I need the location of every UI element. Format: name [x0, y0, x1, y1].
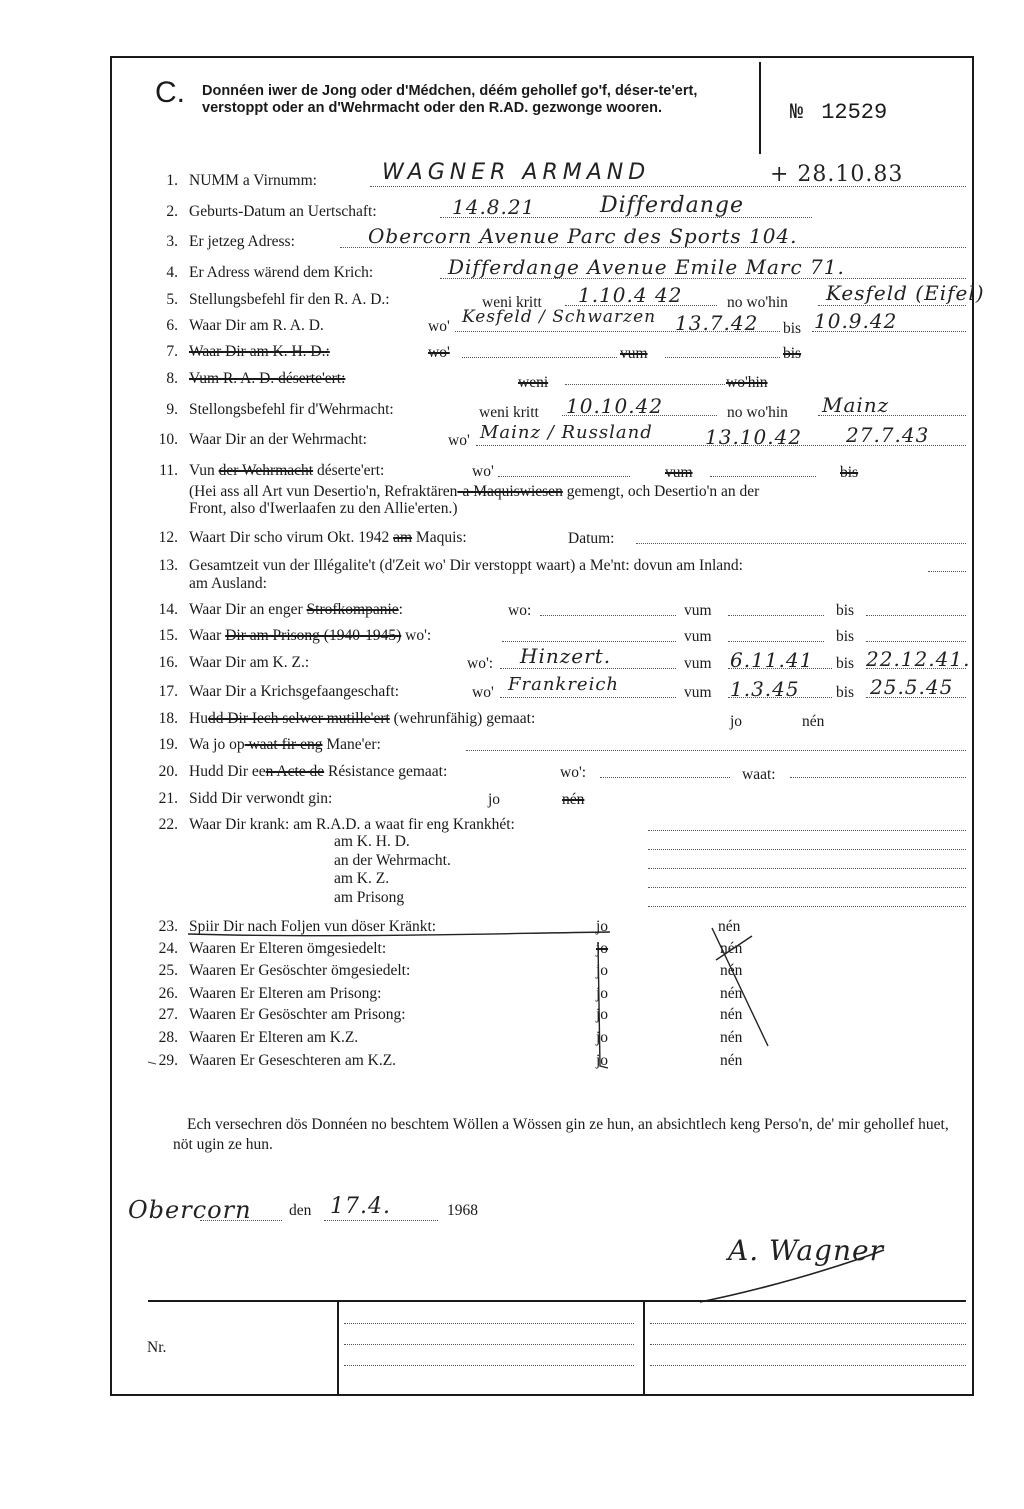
field-caption: bis — [836, 684, 855, 701]
handwritten-rad-place[interactable]: Kesfeld (Eifel) — [826, 281, 985, 305]
row-label: Sidd Dir verwondt gin: — [189, 790, 333, 807]
row-label: Stellongsbefehl fir d'Wehrmacht: — [189, 401, 394, 418]
field-caption: vum — [684, 628, 712, 645]
row-number: 11. — [159, 462, 178, 479]
row-number: 22. — [158, 816, 178, 833]
field-caption: no wo'hin — [727, 294, 788, 311]
label-part: Résistance gemaat: — [324, 763, 448, 780]
handwritten-kz-place[interactable]: Hinzert. — [520, 644, 612, 668]
handwritten-birth-place[interactable]: Differdange — [600, 193, 744, 218]
row-number: 25. — [158, 962, 178, 979]
field-caption: wo': — [467, 655, 494, 672]
option-yes[interactable]: jo — [596, 1006, 609, 1023]
declaration-text: Ech versechren dös Donnéen no beschtem Wöllen a Wössen gin ze hun, an absichtlech keng Perso'n, de' mir gehollef huet, nöt ugin ze hun. — [173, 1116, 949, 1153]
row-number: 27. — [158, 1006, 178, 1023]
option-no[interactable]: nén — [720, 985, 743, 1002]
field-caption: wo': — [560, 764, 587, 781]
fill-line — [650, 1322, 966, 1324]
row-label: Stellungsbefehl fir den R. A. D.: — [189, 291, 390, 308]
row-number: 19. — [158, 736, 178, 753]
label-part: wo': — [401, 627, 432, 644]
sign-year: 1968 — [447, 1202, 478, 1219]
option-no[interactable]: nén — [718, 918, 741, 935]
row-label: Gesamtzeit vun der Illégalite't (d'Zeit wo' Dir verstoppt waart) a Me'nt: dovun am Inland: — [189, 557, 743, 574]
row-number: 24. — [158, 940, 178, 957]
note-part: gemengt, och Desertio'n an der — [562, 483, 760, 500]
row-number: 12. — [158, 529, 178, 546]
option-yes[interactable]: jo — [596, 962, 609, 979]
field-caption: vum — [684, 684, 712, 701]
row-label: Vum R. A. D. déserte'ert: — [189, 370, 346, 387]
row-number: 6. — [166, 317, 178, 334]
field-caption: wo' — [448, 432, 470, 449]
field-caption: bis — [783, 345, 802, 362]
row-number: 20. — [158, 763, 178, 780]
label-part: Waar — [189, 627, 226, 644]
row-number: 7. — [166, 343, 178, 360]
label-part: : — [398, 601, 403, 618]
label-part: Waar Dir an enger — [189, 601, 307, 618]
field-caption: vum — [684, 655, 712, 672]
row-number: 16. — [158, 654, 178, 671]
handwritten-death-note: + 28.10.83 — [770, 162, 904, 187]
label-part: Hudd Dir ee — [189, 763, 266, 780]
row-label: Waaren Er Elteren am Prisong: — [189, 985, 382, 1002]
nr-label: Nr. — [147, 1339, 167, 1356]
field-caption: bis — [836, 628, 855, 645]
label-part-struck: waat fir eng — [244, 736, 323, 753]
row-label: Spiir Dir nach Foljen vun döser Kränkt: — [189, 918, 437, 935]
label-part-struck: am — [393, 529, 413, 546]
handwritten-birth-date[interactable]: 14.8.21 — [452, 195, 536, 219]
row-number: 3. — [166, 233, 178, 250]
field-caption: vum — [684, 602, 712, 619]
field-caption: vum — [620, 345, 648, 362]
handwritten-wehrmacht-place[interactable]: Mainz — [822, 393, 890, 417]
number-sign: № — [790, 100, 804, 125]
fill-line — [650, 1364, 966, 1366]
handwritten-address[interactable]: Obercorn Avenue Parc des Sports 104. — [368, 224, 798, 248]
row-number: 10. — [158, 431, 178, 448]
field-caption: wo' — [472, 463, 494, 480]
row-label: Waaren Er Elteren am K.Z. — [189, 1029, 359, 1046]
option-yes[interactable]: jo — [596, 918, 609, 935]
option-yes[interactable]: jo — [596, 940, 609, 957]
handwritten-pow-place[interactable]: Frankreich — [508, 674, 620, 695]
handwritten-kz-to[interactable]: 22.12.41. — [866, 647, 971, 671]
option-yes[interactable]: jo — [596, 1029, 609, 1046]
field-caption: bis — [836, 655, 855, 672]
den-label: den — [289, 1202, 312, 1219]
row-label: Waaren Er Gesöschter am Prisong: — [189, 1006, 406, 1023]
option-no[interactable]: nén — [720, 962, 743, 979]
label-part: Wa jo op — [189, 736, 245, 753]
field-caption: wo' — [428, 318, 450, 335]
note-part-struck: -a Maquiswiesen — [457, 483, 563, 500]
option-no[interactable]: nén — [720, 1052, 743, 1069]
label-part: Vun — [189, 462, 219, 479]
field-caption: vum — [665, 464, 693, 481]
option-yes[interactable]: jo — [488, 791, 501, 808]
sublist-item: an der Wehrmacht. — [334, 851, 451, 869]
handwritten-kz-from[interactable]: 6.11.41 — [730, 648, 814, 672]
field-caption: wo: — [508, 602, 532, 619]
row-label: Waar Dir a Krichsgefaangeschaft: — [189, 683, 400, 700]
field-caption: Datum: — [568, 530, 615, 547]
option-no[interactable]: nén — [720, 1029, 743, 1046]
handwritten-sign-date[interactable]: 17.4. — [330, 1194, 391, 1219]
footer-divider — [337, 1301, 339, 1395]
row-number: 1. — [166, 172, 178, 189]
option-no[interactable]: nén — [720, 940, 743, 957]
option-no[interactable]: nén — [802, 713, 825, 730]
row-number: 17. — [158, 683, 178, 700]
label-part: Maquis: — [412, 529, 467, 546]
section-letter: C. — [155, 76, 185, 109]
handwritten-sign-place[interactable]: Obercorn — [128, 1196, 252, 1224]
field-caption: weni kritt — [479, 404, 539, 421]
row-label: Waaren Er Elteren ömgesiedelt: — [189, 940, 387, 957]
row-label: Er Adress wärend dem Krich: — [189, 264, 374, 281]
handwritten-rad-order-date[interactable]: 1.10.4 42 — [578, 283, 683, 307]
row-label: Waar Dir krank: am R.A.D. a waat fir eng Krankhét: — [189, 816, 515, 833]
row-label: Waaren Er Gesöschter ömgesiedelt: — [189, 962, 411, 979]
handwritten-wehrmacht-location[interactable]: Mainz / Russland — [480, 422, 653, 443]
handwritten-rad-to[interactable]: 10.9.42 — [814, 309, 898, 333]
row-number: 9. — [166, 401, 178, 418]
label-part-struck: Strofkompanie — [306, 601, 399, 618]
sublist-item: am Prisong — [334, 888, 405, 906]
handwritten-signature[interactable]: A. Wagner — [728, 1234, 884, 1267]
field-caption: wo' — [472, 684, 494, 701]
option-yes[interactable]: jo — [596, 1052, 609, 1069]
field-caption: bis — [783, 320, 802, 337]
section-title: Donnéen iwer de Jong oder d'Médchen, déém gehollef go'f, déser-te'ert, verstoppt oder an d'Wehrmacht oder den R.AD. gezwonge wooren. — [202, 83, 698, 116]
row-number: 13. — [158, 557, 178, 574]
label-part-struck: der Wehrmacht — [218, 462, 314, 479]
handwritten-pow-to[interactable]: 25.5.45 — [870, 675, 954, 699]
row-number: 18. — [158, 710, 178, 727]
label-part: Waart Dir scho virum Okt. 1942 — [189, 529, 394, 546]
row-number: 8. — [166, 370, 178, 387]
row-label: Waar Dir am R. A. D. — [189, 317, 324, 334]
row-note: Front, also d'Iwerlaafen zu den Allie'erten.) — [189, 500, 458, 517]
fill-line — [344, 1364, 634, 1366]
sublist-item: am K. Z. — [334, 870, 390, 887]
row-number: 29. — [158, 1052, 178, 1069]
handwritten-wehrmacht-from[interactable]: 13.10.42 — [705, 425, 803, 449]
option-no[interactable]: nén — [720, 1006, 743, 1023]
row-number: 5. — [166, 291, 178, 308]
field-caption: weni — [518, 374, 549, 391]
handwritten-wehrmacht-order-date[interactable]: 10.10.42 — [566, 394, 664, 418]
label-part-struck: Dir am Prisong (1940-1945) — [225, 627, 402, 644]
row-number: 14. — [158, 601, 178, 618]
row-label: NUMM a Virnumm: — [189, 172, 317, 189]
field-caption: bis — [836, 602, 855, 619]
row-number: 28. — [158, 1029, 178, 1046]
handwritten-pow-from[interactable]: 1.3.45 — [730, 677, 800, 701]
row-label: am Ausland: — [189, 575, 267, 592]
handwritten-wehrmacht-to[interactable]: 27.7.43 — [846, 423, 930, 447]
footer-rule — [148, 1300, 966, 1302]
label-part: Mane'er: — [322, 736, 381, 753]
number-value: 12529 — [821, 100, 888, 125]
row-number: 15. — [158, 627, 178, 644]
handwritten-rad-from[interactable]: 13.7.42 — [675, 311, 759, 335]
option-yes[interactable]: jo — [730, 713, 743, 730]
row-number: 23. — [158, 918, 178, 935]
row-label: Waar Dir an der Wehrmacht: — [189, 431, 367, 448]
label-part-struck: n Acte de — [265, 763, 325, 780]
row-label: Geburts-Datum an Uertschaft: — [189, 203, 377, 220]
field-caption: no wo'hin — [727, 404, 788, 421]
row-number: 4. — [166, 264, 178, 281]
label-part: déserte'ert: — [313, 462, 385, 479]
option-no[interactable]: nén — [562, 791, 585, 808]
note-part: (Hei ass all Art vun Desertio'n, Refraktären — [189, 483, 458, 500]
fill-line — [344, 1322, 634, 1324]
row-number: 26. — [158, 985, 178, 1002]
row-number: 2. — [166, 203, 178, 220]
label-part: Hu — [189, 710, 208, 727]
field-caption: weni kritt — [482, 294, 542, 311]
row-number: 21. — [158, 790, 178, 807]
row-label: Er jetzeg Adress: — [189, 233, 295, 250]
fill-line — [344, 1343, 634, 1345]
row-label: Waar Dir am K. Z.: — [189, 654, 310, 671]
footer-divider — [643, 1301, 645, 1395]
field-caption: waat: — [742, 766, 776, 783]
row-label: Waaren Er Geseschteren am K.Z. — [189, 1052, 397, 1069]
handwritten-name[interactable]: WAGNER ARMAND — [382, 160, 651, 185]
label-part-struck: dd Dir Iech selwer mutille'ert — [207, 710, 390, 727]
field-caption: bis — [840, 464, 859, 481]
fill-line — [650, 1343, 966, 1345]
handwritten-rad-location[interactable]: Kesfeld / Schwarzen — [462, 307, 657, 327]
sublist-item: am K. H. D. — [334, 833, 410, 850]
field-caption: wo' — [428, 344, 450, 361]
row-label: Waar Dir am K. H. D.: — [189, 343, 330, 360]
label-part: (wehrunfähig) gemaat: — [389, 710, 536, 727]
option-yes[interactable]: jo — [596, 985, 609, 1002]
field-caption: wo'hin — [726, 374, 768, 391]
handwritten-war-address[interactable]: Differdange Avenue Emile Marc 71. — [448, 255, 845, 279]
